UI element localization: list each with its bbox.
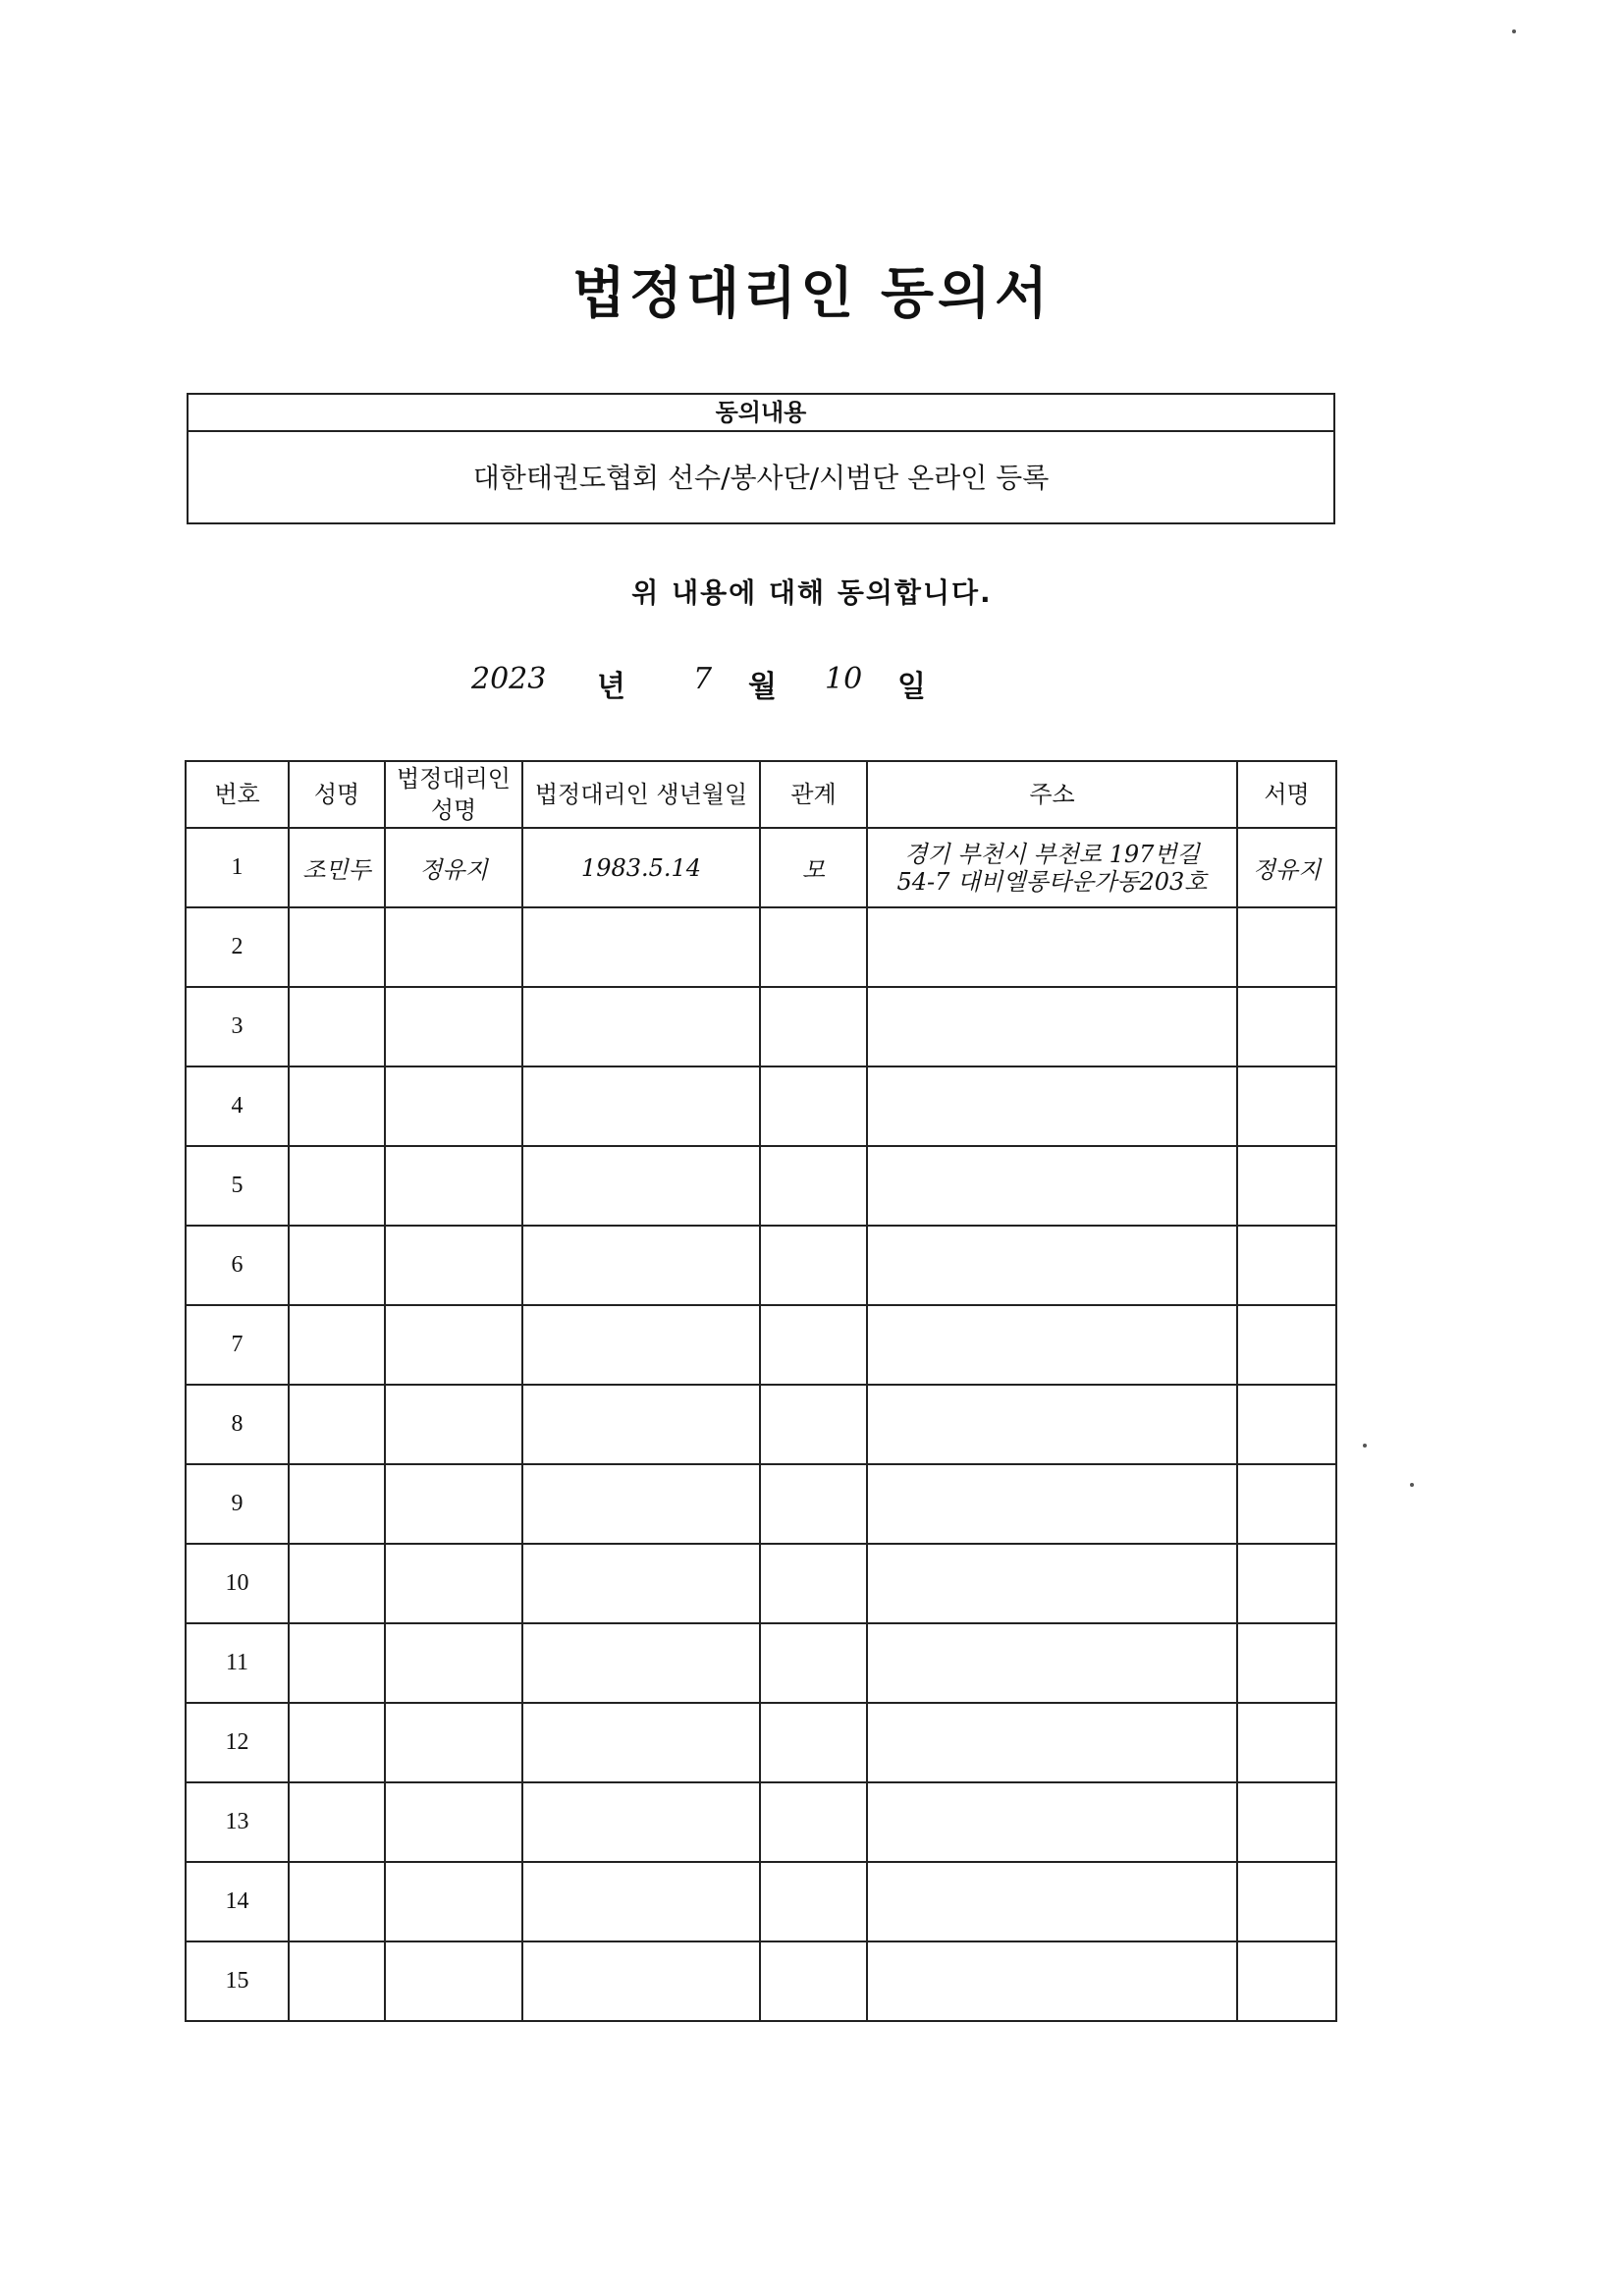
row-guardian-birth xyxy=(522,1782,760,1862)
row-address xyxy=(867,1623,1237,1703)
table-row xyxy=(186,1544,1336,1623)
row-address xyxy=(867,1226,1237,1305)
row-signature xyxy=(1237,1782,1336,1862)
row-relation: 모 xyxy=(760,828,867,907)
row-guardian-birth xyxy=(522,987,760,1066)
row-relation xyxy=(760,1385,867,1464)
table-row xyxy=(186,987,1336,1066)
table-row xyxy=(186,1623,1336,1703)
row-number: 4 xyxy=(186,1066,289,1146)
row-address xyxy=(867,1385,1237,1464)
row-relation xyxy=(760,1703,867,1782)
row-guardian-name xyxy=(385,1862,522,1941)
row-address xyxy=(867,1146,1237,1226)
header-no: 번호 xyxy=(186,761,289,828)
header-address: 주소 xyxy=(867,761,1237,828)
date-day: 10 xyxy=(825,662,863,696)
table-row xyxy=(186,1226,1336,1305)
date-month: 7 xyxy=(693,662,713,696)
table-header-row xyxy=(186,761,1336,828)
row-name xyxy=(289,1385,385,1464)
date-year: 2023 xyxy=(471,662,547,696)
header-name: 성명 xyxy=(289,761,385,828)
row-address xyxy=(867,1862,1237,1941)
row-number: 12 xyxy=(186,1703,289,1782)
consent-text: 대한태권도협회 선수/봉사단/시범단 온라인 등록 xyxy=(472,462,1050,494)
row-name xyxy=(289,1782,385,1862)
row-relation xyxy=(760,907,867,987)
row-number: 6 xyxy=(186,1226,289,1305)
row-relation xyxy=(760,1146,867,1226)
row-signature xyxy=(1237,1305,1336,1385)
header-guardian-name: 법정대리인 성명 xyxy=(385,761,522,828)
row-number: 15 xyxy=(186,1941,289,2021)
row-signature xyxy=(1237,1862,1336,1941)
row-name: 조민두 xyxy=(289,828,385,907)
row-signature xyxy=(1237,1464,1336,1544)
row-name xyxy=(289,1623,385,1703)
row-relation xyxy=(760,1544,867,1623)
header-signature: 서명 xyxy=(1237,761,1336,828)
consent-box xyxy=(187,393,1335,524)
row-name xyxy=(289,1862,385,1941)
row-name xyxy=(289,1226,385,1305)
row-number: 7 xyxy=(186,1305,289,1385)
row-guardian-name xyxy=(385,1305,522,1385)
guardian-table xyxy=(185,760,1337,2022)
row-signature: 정유지 xyxy=(1237,828,1336,907)
row-guardian-name xyxy=(385,1226,522,1305)
row-number: 14 xyxy=(186,1862,289,1941)
row-guardian-name xyxy=(385,1941,522,2021)
row-guardian-name xyxy=(385,1385,522,1464)
row-guardian-name xyxy=(385,1623,522,1703)
row-name xyxy=(289,1703,385,1782)
row-guardian-name: 정유지 xyxy=(385,828,522,907)
row-guardian-name xyxy=(385,1464,522,1544)
row-name xyxy=(289,1544,385,1623)
row-relation xyxy=(760,987,867,1066)
row-signature xyxy=(1237,1066,1336,1146)
row-signature xyxy=(1237,907,1336,987)
row-name xyxy=(289,1146,385,1226)
row-address xyxy=(867,1305,1237,1385)
agreement-statement: 위 내용에 대해 동의합니다. xyxy=(631,576,993,609)
row-signature xyxy=(1237,1623,1336,1703)
row-number: 9 xyxy=(186,1464,289,1544)
row-guardian-name xyxy=(385,1066,522,1146)
table-row xyxy=(186,1782,1336,1862)
date-line xyxy=(0,656,1624,715)
row-guardian-birth xyxy=(522,1703,760,1782)
row-relation xyxy=(760,1623,867,1703)
row-address xyxy=(867,828,1237,907)
row-guardian-birth xyxy=(522,1226,760,1305)
row-relation xyxy=(760,1782,867,1862)
row-guardian-name xyxy=(385,1544,522,1623)
row-guardian-name xyxy=(385,907,522,987)
row-name xyxy=(289,1305,385,1385)
row-number: 10 xyxy=(186,1544,289,1623)
row-guardian-birth xyxy=(522,1623,760,1703)
row-number: 13 xyxy=(186,1782,289,1862)
table-row xyxy=(186,828,1336,907)
row-guardian-name xyxy=(385,1703,522,1782)
table-row xyxy=(186,907,1336,987)
row-guardian-birth xyxy=(522,1464,760,1544)
header-relation: 관계 xyxy=(760,761,867,828)
row-guardian-birth xyxy=(522,1385,760,1464)
row-guardian-birth xyxy=(522,1544,760,1623)
row-relation xyxy=(760,1464,867,1544)
row-number: 5 xyxy=(186,1146,289,1226)
row-relation xyxy=(760,1066,867,1146)
table-row xyxy=(186,1941,1336,2021)
table-row xyxy=(186,1146,1336,1226)
row-address-line1: 경기 부천시 부천로 197번길 xyxy=(904,840,1200,868)
row-signature xyxy=(1237,987,1336,1066)
row-guardian-name xyxy=(385,1146,522,1226)
row-address xyxy=(867,1703,1237,1782)
row-guardian-birth: 1983.5.14 xyxy=(522,828,760,907)
table-row xyxy=(186,1066,1336,1146)
row-guardian-birth xyxy=(522,1146,760,1226)
row-guardian-birth xyxy=(522,1862,760,1941)
scan-speck xyxy=(1410,1483,1414,1487)
table-row xyxy=(186,1305,1336,1385)
row-signature xyxy=(1237,1703,1336,1782)
row-address xyxy=(867,1066,1237,1146)
row-number: 2 xyxy=(186,907,289,987)
row-name xyxy=(289,1464,385,1544)
row-signature xyxy=(1237,1941,1336,2021)
row-name xyxy=(289,907,385,987)
row-relation xyxy=(760,1226,867,1305)
row-address xyxy=(867,987,1237,1066)
row-number: 1 xyxy=(186,828,289,907)
row-guardian-birth xyxy=(522,1066,760,1146)
row-address xyxy=(867,1544,1237,1623)
row-signature xyxy=(1237,1385,1336,1464)
document-title: 법정대리인 동의서 xyxy=(571,262,1053,326)
header-guardian-birth: 법정대리인 생년월일 xyxy=(522,761,760,828)
consent-header: 동의내용 xyxy=(189,395,1333,432)
row-guardian-birth xyxy=(522,1305,760,1385)
row-number: 11 xyxy=(186,1623,289,1703)
row-name xyxy=(289,1941,385,2021)
row-relation xyxy=(760,1862,867,1941)
date-day-unit: 일 xyxy=(897,670,926,704)
row-address-line2: 54-7 대비엘롱타운가동203호 xyxy=(896,867,1208,896)
row-guardian-name xyxy=(385,1782,522,1862)
date-year-unit: 년 xyxy=(597,670,625,704)
scan-speck xyxy=(1363,1444,1367,1448)
row-guardian-name xyxy=(385,987,522,1066)
row-signature xyxy=(1237,1544,1336,1623)
row-address xyxy=(867,1782,1237,1862)
row-name xyxy=(289,1066,385,1146)
scan-speck xyxy=(1512,29,1516,33)
table-row xyxy=(186,1703,1336,1782)
row-signature xyxy=(1237,1226,1336,1305)
row-address xyxy=(867,1464,1237,1544)
row-number: 8 xyxy=(186,1385,289,1464)
row-guardian-birth xyxy=(522,907,760,987)
table-row xyxy=(186,1464,1336,1544)
table-row xyxy=(186,1385,1336,1464)
row-address xyxy=(867,1941,1237,2021)
row-name xyxy=(289,987,385,1066)
row-number: 3 xyxy=(186,987,289,1066)
row-address xyxy=(867,907,1237,987)
date-month-unit: 월 xyxy=(748,670,777,704)
row-signature xyxy=(1237,1146,1336,1226)
table-row xyxy=(186,1862,1336,1941)
row-relation xyxy=(760,1941,867,2021)
row-guardian-birth xyxy=(522,1941,760,2021)
row-relation xyxy=(760,1305,867,1385)
